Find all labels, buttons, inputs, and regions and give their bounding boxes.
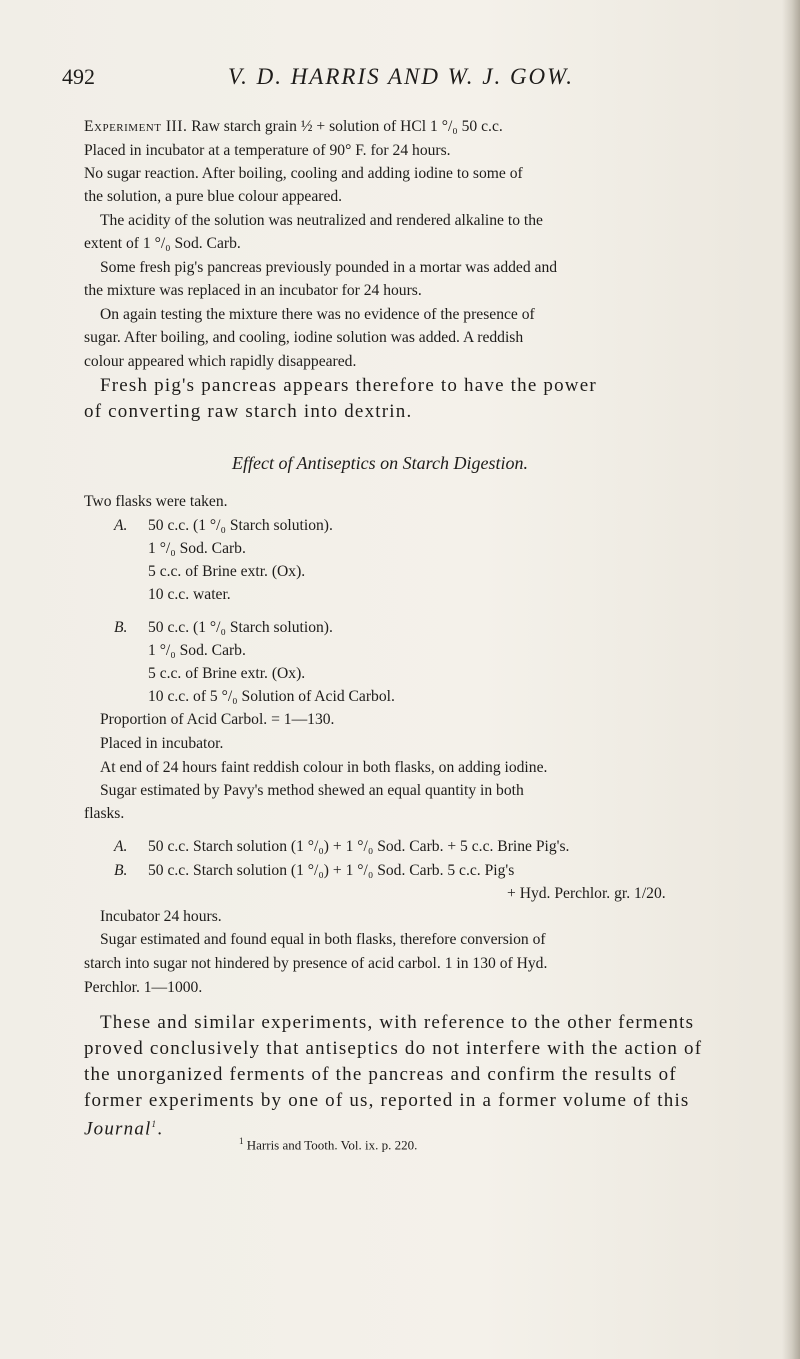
flask-a-label: A. xyxy=(114,517,128,534)
flask-b-item: 1 °/₀ Sod. Carb. xyxy=(148,642,246,659)
experiment-line xyxy=(84,116,750,138)
closing-line: proved conclusively that antiseptics do not interfere with the action of xyxy=(84,1038,703,1059)
experiment-line: Some fresh pig's pancreas previously pounded in a mortar was added and xyxy=(100,259,558,276)
experiment-line: On again testing the mixture there was no evidence of the presence of xyxy=(100,306,535,323)
result-line: At end of 24 hours faint reddish colour in both flasks, on adding iodine. xyxy=(100,759,548,776)
section-heading: Effect of Antiseptics on Starch Digestion. xyxy=(232,453,528,473)
flask-a-item: 5 c.c. of Brine extr. (Ox). xyxy=(148,563,306,580)
experiment-label: Experiment III. xyxy=(84,118,188,135)
sugar-line: starch into sugar not hindered by presence of acid carbol. 1 in 130 of Hyd. xyxy=(84,955,548,972)
sugar-line: Perchlor. 1—1000. xyxy=(84,979,203,996)
second-b-continuation: + Hyd. Perchlor. gr. 1/20. xyxy=(507,885,666,902)
flask-b-item: 10 c.c. of 5 °/₀ Solution of Acid Carbol. xyxy=(148,688,395,705)
experiment-text: Raw starch grain ½ + solution of HCl 1 °/₀ 50 c.c. xyxy=(191,118,503,135)
experiment-line: No sugar reaction. After boiling, cooling and adding iodine to some of xyxy=(84,165,523,182)
flask-b-item: 50 c.c. (1 °/₀ Starch solution). xyxy=(148,619,333,636)
running-head: V. D. HARRIS AND W. J. GOW. xyxy=(228,64,574,89)
flask-a-item: 1 °/₀ Sod. Carb. xyxy=(148,540,246,557)
footnote-text: Harris and Tooth. Vol. ix. p. 220. xyxy=(246,1137,418,1153)
experiment-line: The acidity of the solution was neutralized and rendered alkaline to the xyxy=(100,212,543,229)
flask-b-label: B. xyxy=(114,619,128,636)
closing-journal: Journal$^1$. xyxy=(84,1118,164,1140)
footnote xyxy=(239,1136,417,1153)
result-line: flasks. xyxy=(84,805,125,822)
page-number: 492 xyxy=(62,64,95,89)
footnote-mark: 1 xyxy=(151,1119,158,1129)
incubator-line: Incubator 24 hours. xyxy=(100,908,222,925)
experiment-line: extent of 1 °/₀ Sod. Carb. xyxy=(84,235,241,252)
result-line: Sugar estimated by Pavy's method shewed an equal quantity in both xyxy=(100,782,524,799)
second-b-line: 50 c.c. Starch solution (1 °/₀) + 1 °/₀ Sod. Carb. 5 c.c. Pig's xyxy=(148,862,515,879)
closing-line: the unorganized ferments of the pancreas and confirm the results of xyxy=(84,1064,677,1085)
page-header xyxy=(62,64,722,94)
experiment-line: Placed in incubator at a temperature of 90° F. for 24 hours. xyxy=(84,142,451,159)
flask-b-item: 5 c.c. of Brine extr. (Ox). xyxy=(148,665,306,682)
closing-line: These and similar experiments, with reference to the other ferments xyxy=(100,1012,695,1033)
conclusion-line: of converting raw starch into dextrin. xyxy=(84,401,413,422)
section-intro: Two flasks were taken. xyxy=(84,493,228,510)
second-a-label: A. xyxy=(114,838,128,855)
second-b-label: B. xyxy=(114,862,128,879)
conclusion-line: Fresh pig's pancreas appears therefore to have the power xyxy=(100,375,597,396)
experiment-line: the mixture was replaced in an incubator for 24 hours. xyxy=(84,282,422,299)
proportion-line: Proportion of Acid Carbol. = 1—130. xyxy=(100,711,335,728)
experiment-line: colour appeared which rapidly disappeared. xyxy=(84,353,357,370)
flask-a-item: 50 c.c. (1 °/₀ Starch solution). xyxy=(148,517,333,534)
closing-line: former experiments by one of us, reported in a former volume of this xyxy=(84,1090,690,1111)
sugar-line: Sugar estimated and found equal in both flasks, therefore conversion of xyxy=(100,931,546,948)
second-a-line: 50 c.c. Starch solution (1 °/₀) + 1 °/₀ Sod. Carb. + 5 c.c. Brine Pig's. xyxy=(148,838,570,855)
experiment-line: sugar. After boiling, and cooling, iodine solution was added. A reddish xyxy=(84,329,524,346)
experiment-line: the solution, a pure blue colour appeared. xyxy=(84,188,343,205)
placed-line: Placed in incubator. xyxy=(100,735,224,752)
journal-word: Journal xyxy=(84,1118,152,1140)
footnote-number: 1 xyxy=(239,1136,244,1146)
flask-a-item: 10 c.c. water. xyxy=(148,586,231,603)
